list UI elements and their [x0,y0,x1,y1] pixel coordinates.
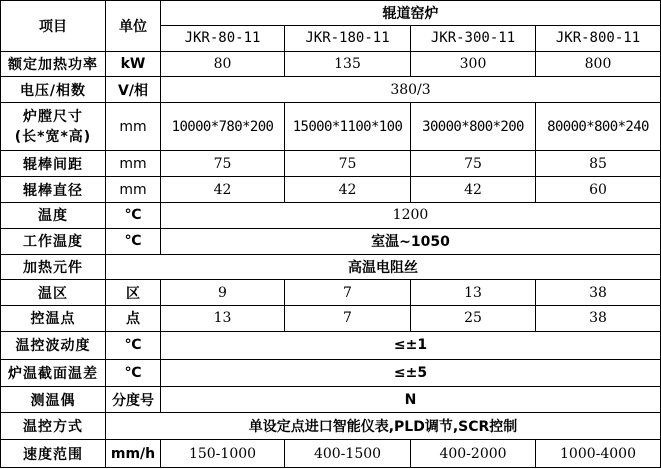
roller-spacing-label: 辊棒间距 [1,151,106,177]
working-temperature-value: 室温~1050 [161,228,661,254]
row-control-method [1,413,661,440]
fluctuation-label: 温控波动度 [1,331,106,359]
zones-value: 9 [161,280,285,306]
control-points-label: 控温点 [1,306,106,332]
power-unit: kW [106,51,161,77]
control-points-value: 7 [285,306,411,332]
chamber-value: 80000*800*240 [536,103,661,151]
unit-header: 单位 [106,1,161,52]
control-points-unit: 点 [106,306,161,332]
heating-element-label: 加热元件 [1,254,106,280]
power-value: 135 [285,51,411,77]
power-value: 800 [536,51,661,77]
roller-diameter-value: 42 [285,177,411,203]
roller-spacing-value: 85 [536,151,661,177]
row-zones [1,280,661,306]
fluctuation-value: ≤±1 [161,331,661,359]
zones-label: 温区 [1,280,106,306]
row-roller-spacing [1,151,661,177]
temperature-label: 温度 [1,203,106,229]
row-cross-section-diff [1,359,661,387]
model-2: JKR-180-11 [285,25,411,51]
row-temperature [1,203,661,229]
roller-diameter-value: 42 [411,177,536,203]
row-working-temperature [1,228,661,254]
row-power [1,51,661,77]
chamber-unit: mm [106,103,161,151]
speed-range-value: 150-1000 [161,440,285,468]
row-fluctuation [1,331,661,359]
chamber-label-line2: (长*宽*高) [14,128,92,145]
chamber-value: 10000*780*200 [161,103,285,151]
row-thermocouple [1,387,661,413]
working-temperature-unit: ℃ [106,228,161,254]
speed-range-unit: mm/h [106,440,161,468]
thermocouple-unit: 分度号 [106,387,161,413]
chamber-value: 15000*1100*100 [285,103,411,151]
control-method-value: 单设定点进口智能仪表,PLD调节,SCR控制 [106,413,661,440]
chamber-label [1,103,106,151]
row-voltage [1,77,661,103]
roller-spacing-unit: mm [106,151,161,177]
speed-range-value: 400-1500 [285,440,411,468]
voltage-label: 电压/相数 [1,77,106,103]
working-temperature-label: 工作温度 [1,228,106,254]
row-roller-diameter [1,177,661,203]
roller-diameter-value: 60 [536,177,661,203]
item-header: 项目 [1,1,106,52]
thermocouple-label: 测温偶 [1,387,106,413]
roller-spacing-value: 75 [285,151,411,177]
voltage-value: 380/3 [161,77,661,103]
temperature-value: 1200 [161,203,661,229]
power-value: 300 [411,51,536,77]
model-1: JKR-80-11 [161,25,285,51]
zones-unit: 区 [106,280,161,306]
model-4: JKR-800-11 [536,25,661,51]
roller-spacing-value: 75 [411,151,536,177]
cross-section-diff-value: ≤±5 [161,359,661,387]
speed-range-value: 400-2000 [411,440,536,468]
row-heating-element [1,254,661,280]
thermocouple-value: N [161,387,661,413]
control-points-value: 13 [161,306,285,332]
row-control-points [1,306,661,332]
control-method-label: 温控方式 [1,413,106,440]
voltage-unit: V/相 [106,77,161,103]
row-speed-range [1,440,661,468]
cross-section-diff-unit: ℃ [106,359,161,387]
cross-section-diff-label: 炉温截面温差 [1,359,106,387]
header-row-1 [1,1,661,26]
roller-diameter-label: 辊棒直径 [1,177,106,203]
zones-value: 38 [536,280,661,306]
roller-diameter-unit: mm [106,177,161,203]
power-label: 额定加热功率 [1,51,106,77]
power-value: 80 [161,51,285,77]
fluctuation-unit: ℃ [106,331,161,359]
chamber-value: 30000*800*200 [411,103,536,151]
group-title: 辊道窑炉 [161,1,661,26]
zones-value: 13 [411,280,536,306]
heating-element-value: 高温电阻丝 [106,254,661,280]
row-chamber [1,103,661,151]
chamber-label-line1: 炉膛尺寸 [23,108,83,125]
speed-range-label: 速度范围 [1,440,106,468]
speed-range-value: 1000-4000 [536,440,661,468]
temperature-unit: ℃ [106,203,161,229]
model-3: JKR-300-11 [411,25,536,51]
control-points-value: 38 [536,306,661,332]
zones-value: 7 [285,280,411,306]
control-points-value: 25 [411,306,536,332]
roller-spacing-value: 75 [161,151,285,177]
roller-diameter-value: 42 [161,177,285,203]
